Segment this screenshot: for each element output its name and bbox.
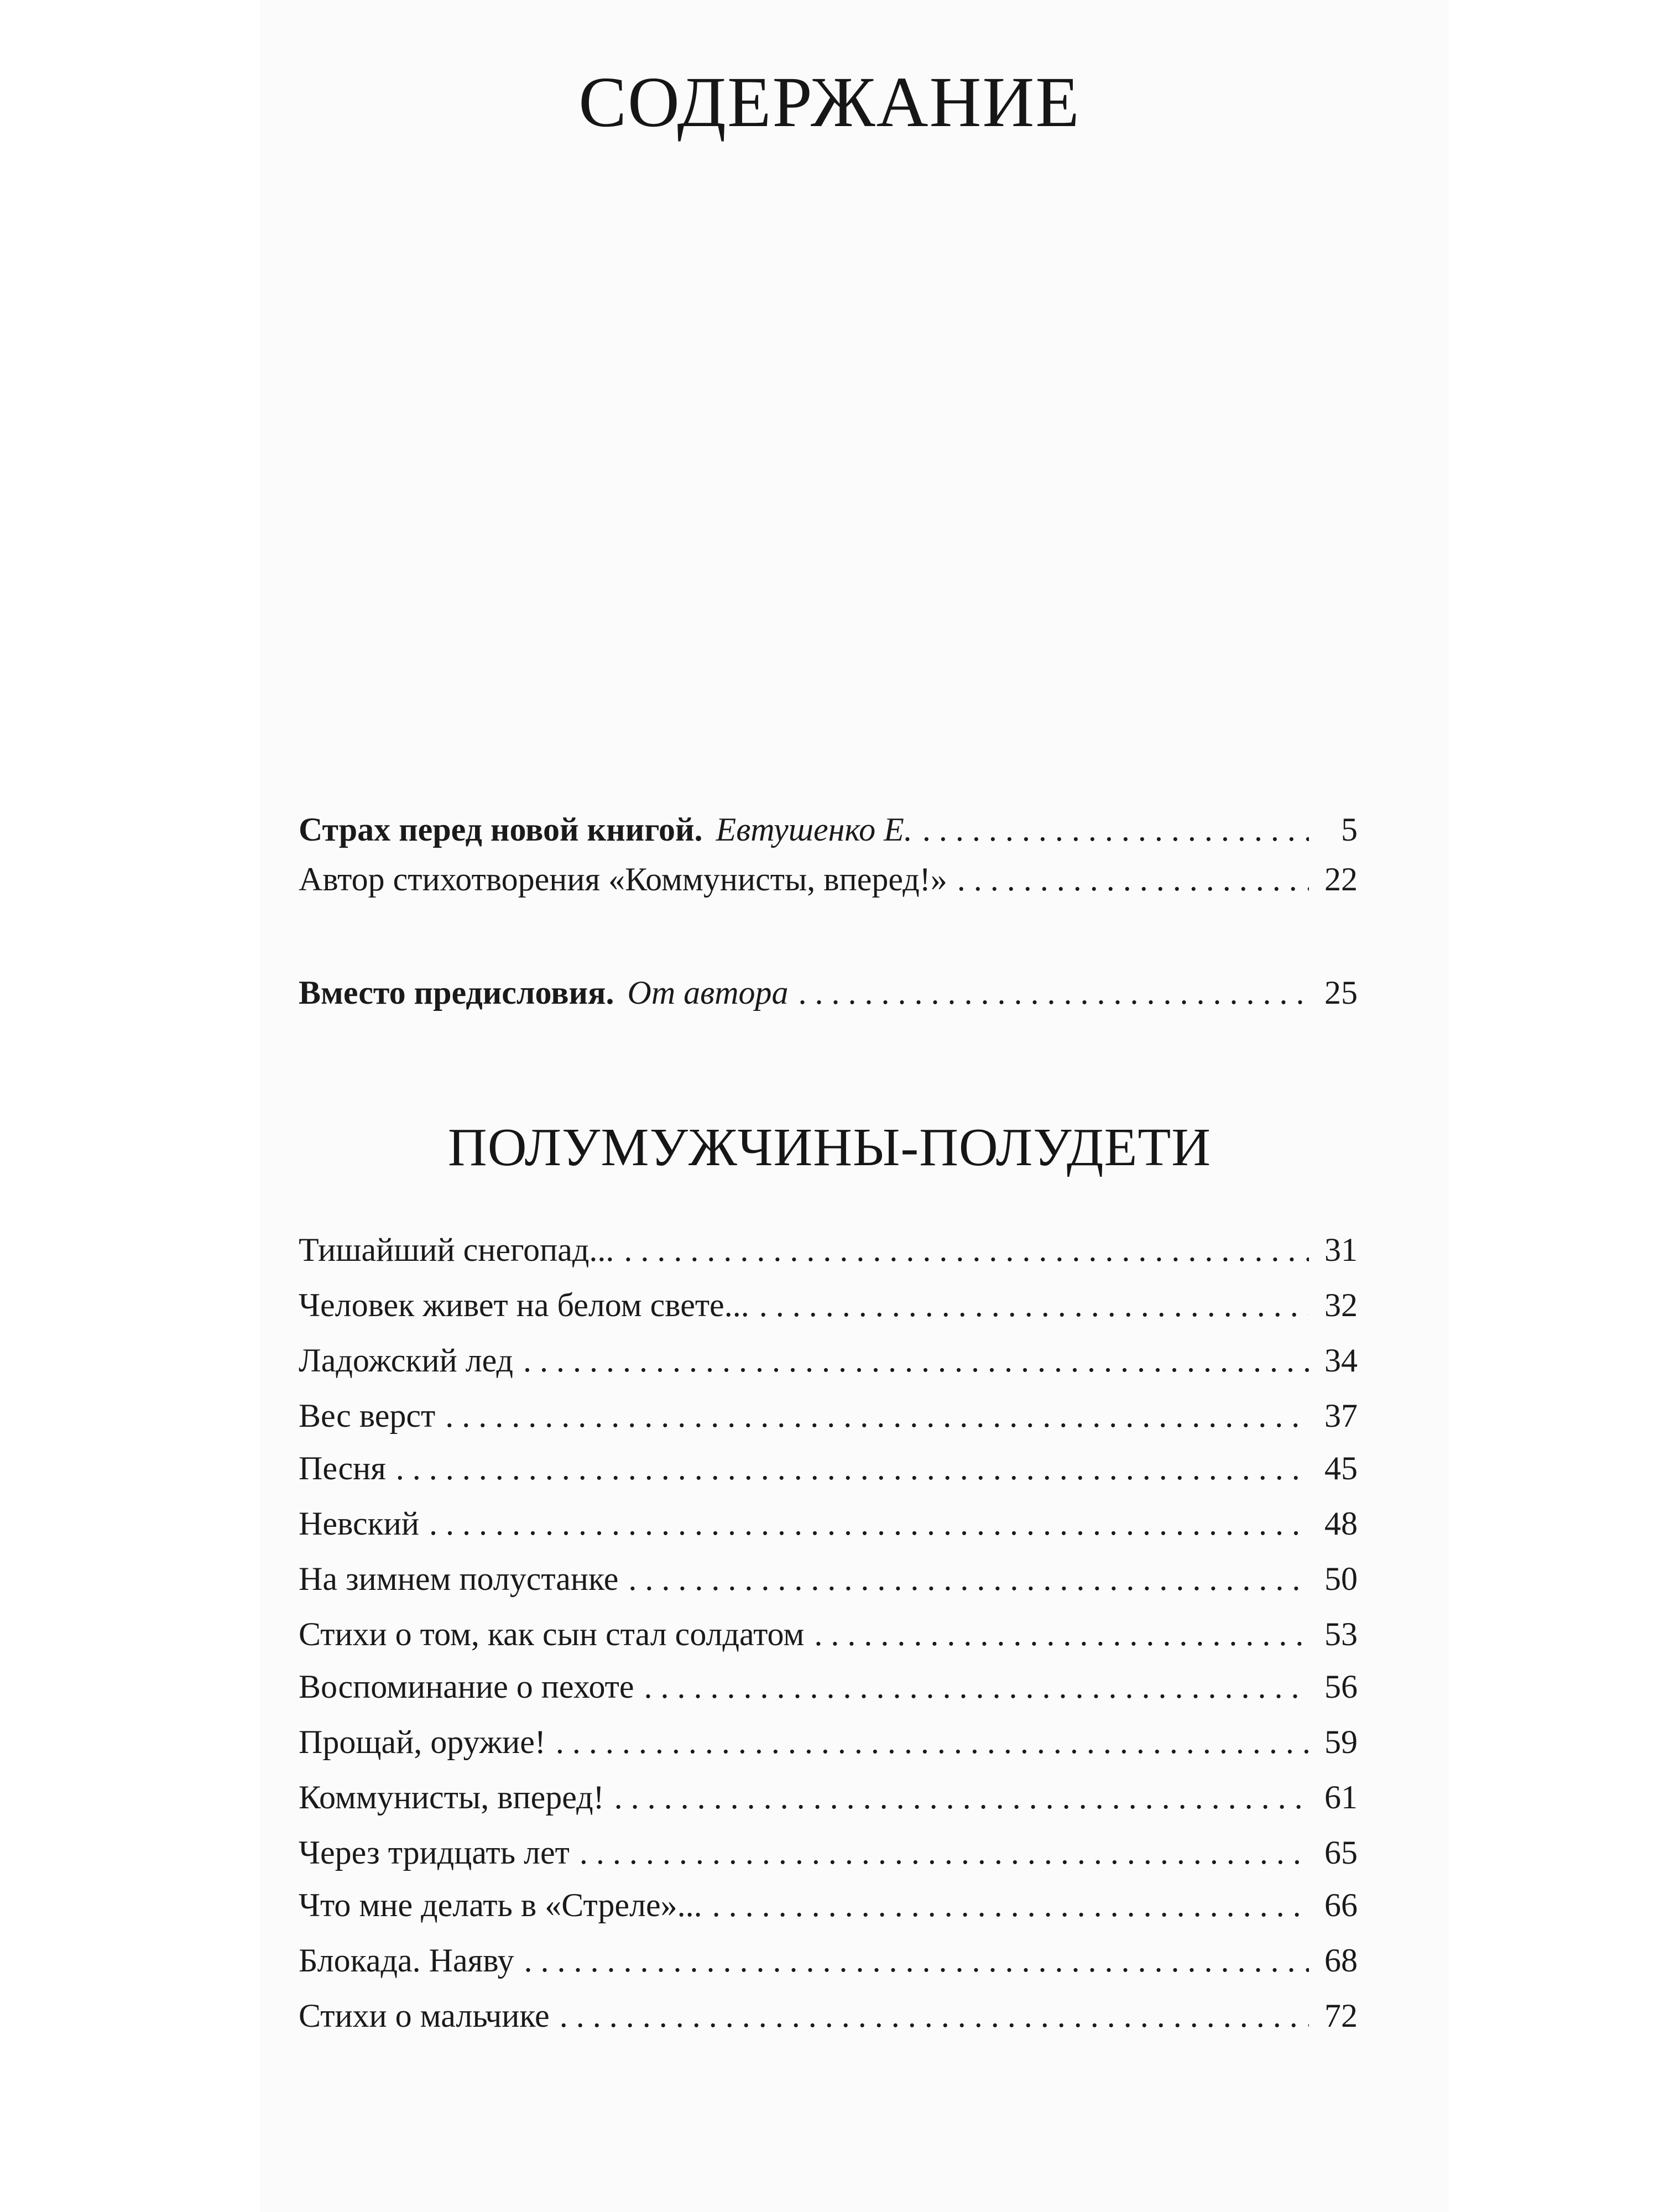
toc-entry-page: 68 (1324, 1942, 1358, 1979)
toc-entry-title: Через тридцать лет (299, 1834, 570, 1871)
toc-entry-page: 61 (1324, 1779, 1358, 1815)
toc-entry-title: Блокада. Наяву (299, 1942, 514, 1979)
toc-entry-author: Евтушенко Е. (716, 811, 912, 848)
dot-leader (814, 1609, 1309, 1659)
toc-entry (299, 1609, 1358, 1659)
toc-entry (299, 968, 1358, 1018)
toc-entry-title: Невский (299, 1505, 419, 1542)
dot-leader (957, 854, 1309, 904)
toc-entry-page: 66 (1324, 1887, 1358, 1923)
toc-entry (299, 854, 1358, 904)
dot-leader (429, 1499, 1309, 1548)
toc-entry-title: Стихи о том, как сын стал солдатом (299, 1616, 805, 1652)
toc-entry-page: 34 (1324, 1342, 1358, 1379)
dot-leader (445, 1391, 1309, 1441)
dot-leader (560, 1991, 1309, 2041)
toc-entry (299, 1225, 1358, 1275)
toc-entry-page: 59 (1324, 1724, 1358, 1760)
toc-entry (299, 1717, 1358, 1767)
toc-entry (299, 1991, 1358, 2041)
toc-entry (299, 1828, 1358, 1877)
toc-entry-page: 5 (1341, 811, 1358, 848)
toc-entry-page: 65 (1324, 1834, 1358, 1871)
toc-entry-page: 25 (1324, 974, 1358, 1011)
toc-entry-title: Что мне делать в «Стреле»... (299, 1887, 702, 1923)
toc-entry-page: 48 (1324, 1505, 1358, 1542)
toc-entry (299, 1391, 1358, 1441)
toc-entry-title: Коммунисты, вперед! (299, 1779, 604, 1815)
dot-leader (614, 1772, 1309, 1822)
dot-leader (712, 1880, 1309, 1930)
toc-entry-page: 32 (1324, 1287, 1358, 1323)
toc-entry-page: 31 (1324, 1232, 1358, 1268)
dot-leader (396, 1443, 1309, 1493)
toc-entry-page: 45 (1324, 1450, 1358, 1486)
section-title: ПОЛУМУЖЧИНЫ-ПОЛУДЕТИ (447, 1118, 1212, 1177)
toc-entry-title: Вместо предисловия. (299, 974, 614, 1011)
toc-entry (299, 1499, 1358, 1548)
toc-entry-title: Страх перед новой книгой. (299, 811, 703, 848)
toc-entry-author: От автора (627, 974, 789, 1011)
dot-leader (580, 1828, 1309, 1877)
toc-entry-title: Песня (299, 1450, 386, 1486)
dot-leader (644, 1662, 1309, 1712)
toc-entry-title: Вес верст (299, 1397, 436, 1434)
dot-leader (628, 1554, 1309, 1604)
toc-entry (299, 1443, 1358, 1493)
toc-entry (299, 1554, 1358, 1604)
toc-entry-page: 37 (1324, 1397, 1358, 1434)
dot-leader (759, 1280, 1309, 1330)
toc-entry-title: Ладожский лед (299, 1342, 514, 1379)
toc-entry-page: 56 (1324, 1668, 1358, 1705)
toc-entry-title: Прощай, оружие! (299, 1724, 546, 1760)
toc-entry (299, 1335, 1358, 1385)
toc-entry-page: 53 (1324, 1616, 1358, 1652)
dot-leader (922, 805, 1309, 854)
toc-entry (299, 1936, 1358, 1985)
toc-entry (299, 805, 1358, 854)
toc-entry (299, 1662, 1358, 1712)
toc-entry (299, 1772, 1358, 1822)
toc-entry (299, 1880, 1358, 1930)
toc-entry-title: На зимнем полустанке (299, 1561, 619, 1597)
page-title: СОДЕРЖАНИЕ (578, 62, 1081, 142)
toc-entry-title: Воспоминание о пехоте (299, 1668, 634, 1705)
toc-entry-title: Человек живет на белом свете... (299, 1287, 749, 1323)
dot-leader (624, 1225, 1309, 1275)
toc-entry (299, 1280, 1358, 1330)
toc-entry-page: 50 (1324, 1561, 1358, 1597)
toc-entry-title: Стихи о мальчике (299, 1997, 550, 2034)
toc-entry-title: Тишайший снегопад... (299, 1232, 614, 1268)
toc-entry-page: 72 (1324, 1997, 1358, 2034)
dot-leader (523, 1335, 1309, 1385)
dot-leader (556, 1717, 1309, 1767)
dot-leader (524, 1936, 1309, 1985)
toc-entry-title: Автор стихотворения «Коммунисты, вперед!» (299, 861, 947, 898)
dot-leader (799, 968, 1309, 1018)
toc-entry-page: 22 (1324, 861, 1358, 898)
